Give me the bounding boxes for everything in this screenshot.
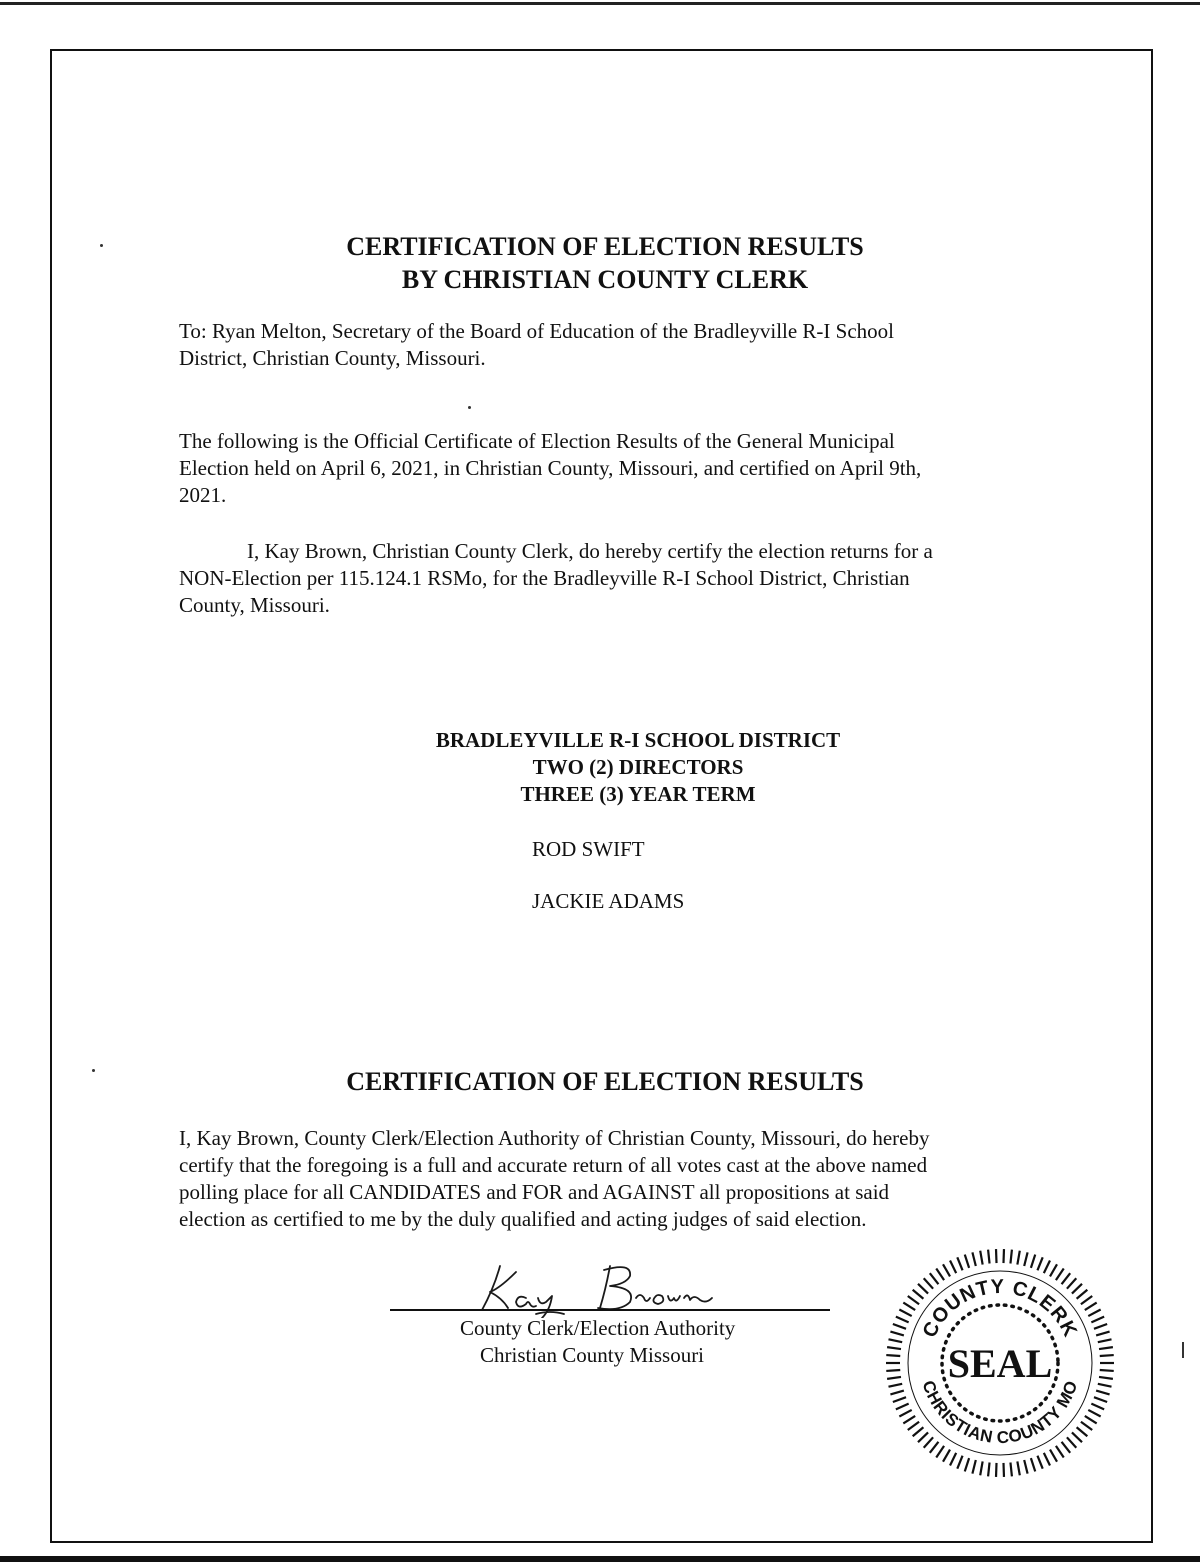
seal-hatch [890, 1391, 903, 1395]
seal-hatch [888, 1339, 902, 1342]
seal-hatch [1067, 1437, 1076, 1447]
seal-hatch [943, 1264, 950, 1276]
seal-hatch [1062, 1442, 1071, 1453]
seal-hatch [1010, 1250, 1011, 1264]
addressee-paragraph [179, 318, 1079, 372]
seal-hatch [924, 1437, 933, 1447]
seal-hatch [930, 1273, 939, 1284]
seal-hatch [1044, 1261, 1050, 1274]
seal-hatch [1088, 1410, 1100, 1417]
seal-hatch [1037, 1257, 1042, 1270]
results-line3: polling place for all CANDIDATES and FOR and AGAINST all propositions at said [179, 1180, 890, 1204]
seal-hatch [1094, 1397, 1107, 1402]
district-heading [388, 727, 888, 808]
seal-hatch [1062, 1273, 1071, 1284]
candidate-2: JACKIE ADAMS [532, 889, 685, 913]
seal-hatch [1096, 1332, 1109, 1336]
bottom-border-line [0, 1556, 1200, 1562]
seal-hatch [1072, 1284, 1082, 1294]
certify-paragraph [179, 538, 1079, 619]
seal-hatch [1031, 1458, 1035, 1471]
seal-hatch [943, 1450, 950, 1462]
candidate-1: ROD SWIFT [532, 837, 645, 861]
seal-hatch [903, 1416, 915, 1423]
certify-line3: County, Missouri. [179, 593, 330, 617]
seal-hatch [1100, 1370, 1114, 1371]
certify-line2: NON-Election per 115.124.1 RSMo, for the Bradleyville R-I School District, Christian [179, 566, 910, 590]
seal-hatch [1050, 1264, 1057, 1276]
seal-hatch [1031, 1255, 1035, 1268]
main-title-line1: CERTIFICATION OF ELECTION RESULTS [346, 232, 864, 261]
intro-paragraph [179, 428, 1079, 509]
seal-hatch [950, 1261, 956, 1274]
results-line1: I, Kay Brown, County Clerk/Election Authority of Christian County, Missouri, do hereby [179, 1126, 930, 1150]
seal-hatch [1099, 1347, 1113, 1349]
seal-hatch [1085, 1416, 1097, 1423]
seal-hatch [886, 1370, 900, 1371]
seal-hatch [1091, 1317, 1104, 1323]
county-clerk-seal [882, 1245, 1118, 1481]
results-paragraph [179, 1125, 1079, 1233]
certify-line1: I, Kay Brown, Christian County Clerk, do hereby certify the election returns for a [247, 539, 933, 563]
seal-hatch [1017, 1251, 1019, 1265]
seal-hatch [972, 1252, 975, 1266]
seal-hatch [1056, 1268, 1064, 1280]
seal-hatch [1096, 1391, 1109, 1395]
top-border-line [0, 2, 1200, 5]
svg-text:CHRISTIAN COUNTY MO [919, 1378, 1082, 1447]
scan-speck [100, 244, 103, 247]
seal-hatch [908, 1296, 919, 1304]
seal-hatch [988, 1462, 989, 1476]
seal-hatch [890, 1332, 903, 1336]
seal-hatch [913, 1427, 924, 1436]
seal-hatch [888, 1384, 902, 1387]
seal-hatch [1050, 1450, 1057, 1462]
seal-hatch [1072, 1432, 1082, 1442]
signer-title-line1: County Clerk/Election Authority [460, 1316, 736, 1340]
seal-hatch [913, 1290, 924, 1299]
seal-hatch [1056, 1446, 1064, 1458]
seal-hatch [887, 1377, 901, 1379]
seal-hatch [1088, 1309, 1100, 1316]
addressee-line2: District, Christian County, Missouri. [179, 346, 486, 370]
district-seats: TWO (2) DIRECTORS [532, 755, 744, 779]
scan-mark [1182, 1342, 1184, 1358]
seal-hatch [965, 1255, 969, 1268]
seal-hatch [1099, 1377, 1113, 1379]
seal-top-arc: COUNTY CLERK [918, 1275, 1082, 1342]
seal-hatch [1091, 1404, 1104, 1410]
seal-hatch [893, 1397, 906, 1402]
svg-text:COUNTY CLERK [919, 1276, 1082, 1341]
seal-hatch [957, 1456, 962, 1469]
seal-hatch [924, 1278, 933, 1288]
seal-hatch [930, 1442, 939, 1453]
seal-hatch [903, 1303, 915, 1310]
seal-hatch [1081, 1422, 1092, 1430]
seal-hatch [1094, 1324, 1107, 1329]
seal-hatch [1037, 1456, 1042, 1469]
seal-hatch [1017, 1461, 1019, 1475]
seal-hatch [972, 1460, 975, 1474]
seal-center-text: SEAL [947, 1341, 1053, 1386]
seal-hatch [957, 1257, 962, 1270]
main-title [230, 230, 980, 296]
seal-hatch [1067, 1278, 1076, 1288]
seal-hatch [980, 1251, 982, 1265]
seal-hatch [1077, 1290, 1088, 1299]
addressee-line1: To: Ryan Melton, Secretary of the Board of Education of the Bradleyville R-I School [179, 319, 895, 343]
intro-line3: 2021. [179, 483, 227, 507]
seal-hatch [988, 1250, 989, 1264]
scan-speck [468, 406, 471, 409]
seal-hatch [899, 1309, 911, 1316]
seal-hatch [1077, 1427, 1088, 1436]
seal-hatch [1024, 1252, 1027, 1266]
seal-hatch [950, 1453, 956, 1466]
seal-hatch [1098, 1339, 1112, 1342]
results-line2: certify that the foregoing is a full and accurate return of all votes cast at the above named [179, 1153, 928, 1177]
seal-hatch [918, 1284, 928, 1294]
seal-hatch [1044, 1453, 1050, 1466]
intro-line1: The following is the Official Certificate of Election Results of the General Municipal [179, 429, 895, 453]
seal-hatch [980, 1461, 982, 1475]
seal-hatch [1024, 1460, 1027, 1474]
scan-speck [92, 1069, 95, 1072]
seal-hatch [908, 1422, 919, 1430]
district-term: THREE (3) YEAR TERM [520, 782, 756, 806]
seal-hatch [918, 1432, 928, 1442]
seal-hatch [936, 1446, 944, 1458]
results-title: CERTIFICATION OF ELECTION RESULTS [346, 1067, 864, 1096]
seal-hatch [893, 1324, 906, 1329]
seal-hatch [1010, 1462, 1011, 1476]
seal-hatch [896, 1317, 909, 1323]
seal-hatch [965, 1458, 969, 1471]
seal-hatch [899, 1410, 911, 1417]
seal-hatch [936, 1268, 944, 1280]
district-name: BRADLEYVILLE R-I SCHOOL DISTRICT [435, 728, 841, 752]
seal-hatch [1100, 1355, 1114, 1356]
seal-hatch [1081, 1296, 1092, 1304]
seal-hatch [1098, 1384, 1112, 1387]
seal-hatch [896, 1404, 909, 1410]
signature-line [390, 1309, 830, 1311]
signer-title-line2: Christian County Missouri [480, 1343, 705, 1367]
intro-line2: Election held on April 6, 2021, in Christian County, Missouri, and certified on April 9th, [179, 456, 922, 480]
results-line4: election as certified to me by the duly qualified and acting judges of said election. [179, 1207, 867, 1231]
seal-hatch [886, 1355, 900, 1356]
seal-hatch [887, 1347, 901, 1349]
main-title-line2: BY CHRISTIAN COUNTY CLERK [401, 265, 809, 294]
seal-bottom-arc: CHRISTIAN COUNTY MO [918, 1378, 1082, 1448]
seal-hatch [1085, 1303, 1097, 1310]
